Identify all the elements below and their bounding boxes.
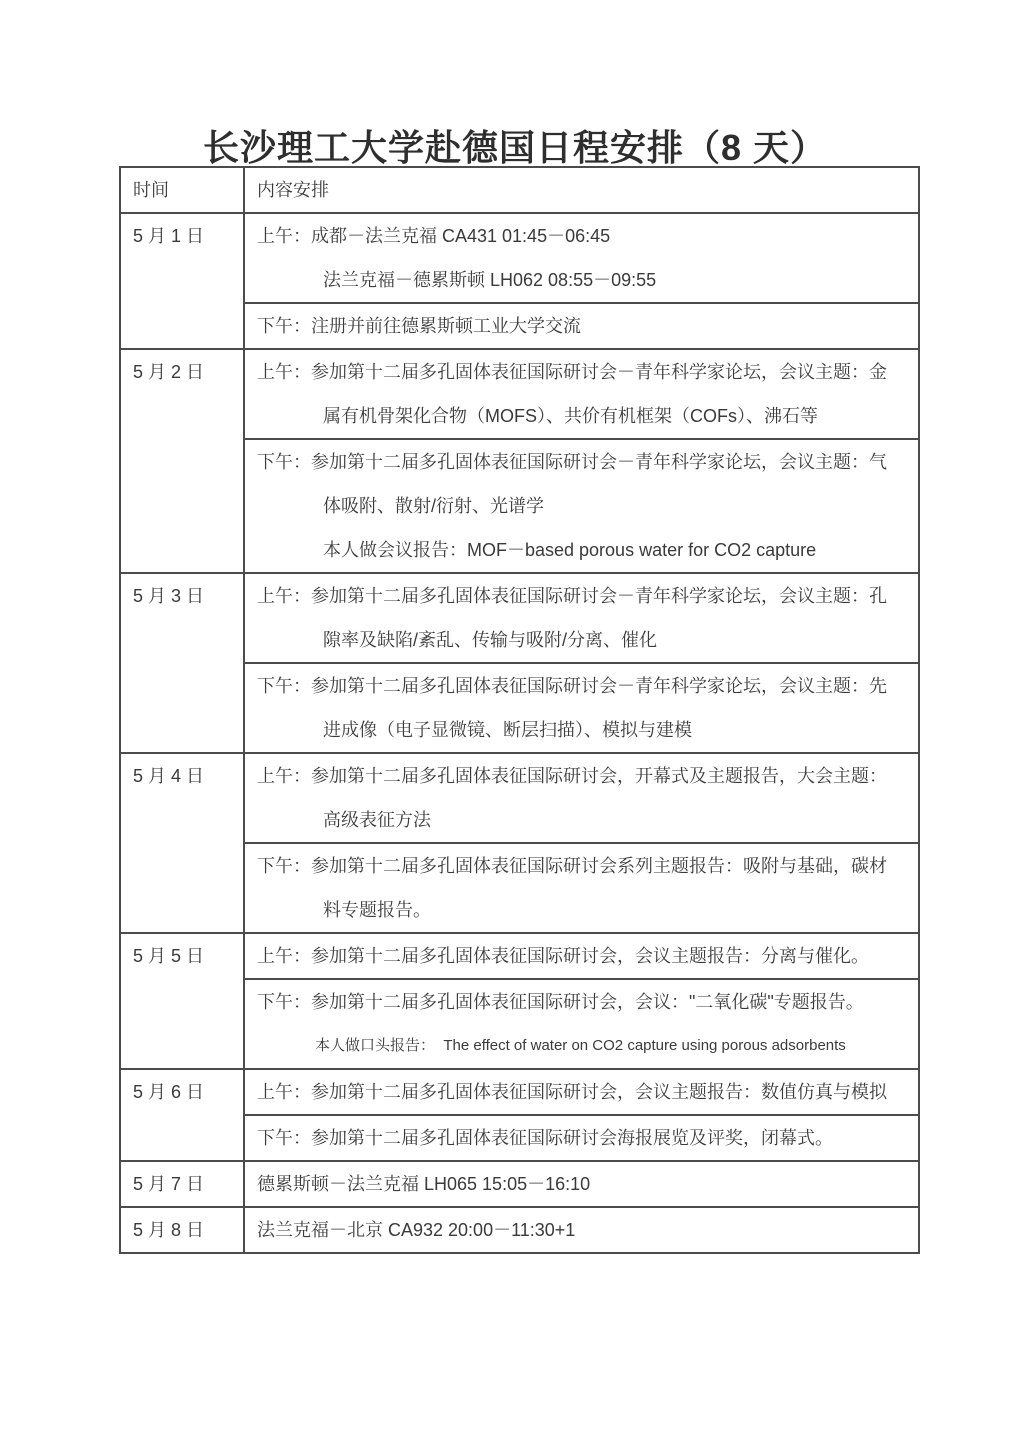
date-cell xyxy=(120,1207,244,1253)
schedule-line: 本人做口头报告： The effect of water on CO2 capture using porous adsorbents xyxy=(315,1037,846,1054)
date-label: 5 月 3 日 xyxy=(133,586,205,606)
content-cell xyxy=(244,303,919,349)
table-row xyxy=(120,1069,919,1115)
schedule-line: 体吸附、散射/衍射、光谱学 xyxy=(323,496,544,516)
content-cell xyxy=(244,663,919,753)
schedule-line: 下午：参加第十二届多孔固体表征国际研讨会系列主题报告：吸附与基础，碳材 xyxy=(257,856,887,876)
schedule-line: 属有机骨架化合物（MOFS）、共价有机框架（COFs）、沸石等 xyxy=(323,406,818,426)
schedule-line: 本人做会议报告：MOF－based porous water for CO2 capture xyxy=(323,540,817,560)
table-row xyxy=(120,933,919,979)
content-cell xyxy=(244,1161,919,1207)
schedule-line: 下午：参加第十二届多孔固体表征国际研讨会海报展览及评奖，闭幕式。 xyxy=(257,1128,833,1148)
header-cell-content xyxy=(244,167,919,213)
content-cell xyxy=(244,979,919,1069)
schedule-line: 进成像（电子显微镜、断层扫描）、模拟与建模 xyxy=(323,720,692,740)
date-cell xyxy=(120,573,244,753)
schedule-line: 下午：注册并前往德累斯顿工业大学交流 xyxy=(257,316,581,336)
date-cell xyxy=(120,1161,244,1207)
schedule-line: 隙率及缺陷/紊乱、传输与吸附/分离、催化 xyxy=(323,630,658,650)
header-cell-time xyxy=(120,167,244,213)
date-label: 5 月 8 日 xyxy=(133,1220,205,1240)
date-label: 5 月 2 日 xyxy=(133,362,205,382)
content-cell xyxy=(244,1069,919,1115)
content-cell xyxy=(244,573,919,663)
table-row xyxy=(120,1161,919,1207)
schedule-line: 下午：参加第十二届多孔固体表征国际研讨会，会议："二氧化碳"专题报告。 xyxy=(257,992,864,1012)
date-cell xyxy=(120,933,244,1069)
table-row xyxy=(120,1207,919,1253)
schedule-table-body xyxy=(120,167,919,1253)
table-row xyxy=(120,753,919,843)
schedule-table xyxy=(119,166,920,1254)
schedule-line: 下午：参加第十二届多孔固体表征国际研讨会－青年科学家论坛，会议主题：气 xyxy=(257,452,887,472)
date-label: 5 月 5 日 xyxy=(133,946,205,966)
schedule-line: 法兰克福－德累斯顿 LH062 08:55－09:55 xyxy=(323,270,657,290)
content-cell xyxy=(244,349,919,439)
table-row xyxy=(120,573,919,663)
page-title: 长沙理工大学赴德国日程安排（8 天） xyxy=(202,127,828,168)
date-label: 5 月 7 日 xyxy=(133,1174,205,1194)
content-cell xyxy=(244,213,919,303)
date-label: 5 月 6 日 xyxy=(133,1082,205,1102)
table-row xyxy=(120,349,919,439)
table-row xyxy=(120,213,919,303)
header-row xyxy=(120,167,919,213)
content-cell xyxy=(244,933,919,979)
date-cell xyxy=(120,753,244,933)
date-cell xyxy=(120,213,244,349)
schedule-line: 德累斯顿－法兰克福 LH065 15:05－16:10 xyxy=(257,1174,591,1194)
schedule-line: 上午：参加第十二届多孔固体表征国际研讨会－青年科学家论坛，会议主题：孔 xyxy=(257,586,887,606)
content-cell xyxy=(244,439,919,573)
schedule-line: 料专题报告。 xyxy=(323,900,431,920)
schedule-line: 上午：参加第十二届多孔固体表征国际研讨会，开幕式及主题报告，大会主题： xyxy=(257,766,887,786)
schedule-line: 上午：参加第十二届多孔固体表征国际研讨会－青年科学家论坛，会议主题：金 xyxy=(257,362,887,382)
header-content-label: 内容安排 xyxy=(257,180,329,200)
content-cell xyxy=(244,1207,919,1253)
content-cell xyxy=(244,753,919,843)
schedule-line: 高级表征方法 xyxy=(323,810,431,830)
content-cell xyxy=(244,843,919,933)
date-cell xyxy=(120,349,244,573)
date-label: 5 月 1 日 xyxy=(133,226,205,246)
content-cell xyxy=(244,1115,919,1161)
header-time-label: 时间 xyxy=(133,180,169,200)
date-label: 5 月 4 日 xyxy=(133,766,205,786)
schedule-line: 法兰克福－北京 CA932 20:00－11:30+1 xyxy=(257,1220,576,1240)
schedule-line: 上午：参加第十二届多孔固体表征国际研讨会，会议主题报告：数值仿真与模拟 xyxy=(257,1082,887,1102)
schedule-line: 上午：成都－法兰克福 CA431 01:45－06:45 xyxy=(257,226,611,246)
date-cell xyxy=(120,1069,244,1161)
schedule-line: 上午：参加第十二届多孔固体表征国际研讨会，会议主题报告：分离与催化。 xyxy=(257,946,869,966)
schedule-line: 下午：参加第十二届多孔固体表征国际研讨会－青年科学家论坛，会议主题：先 xyxy=(257,676,887,696)
